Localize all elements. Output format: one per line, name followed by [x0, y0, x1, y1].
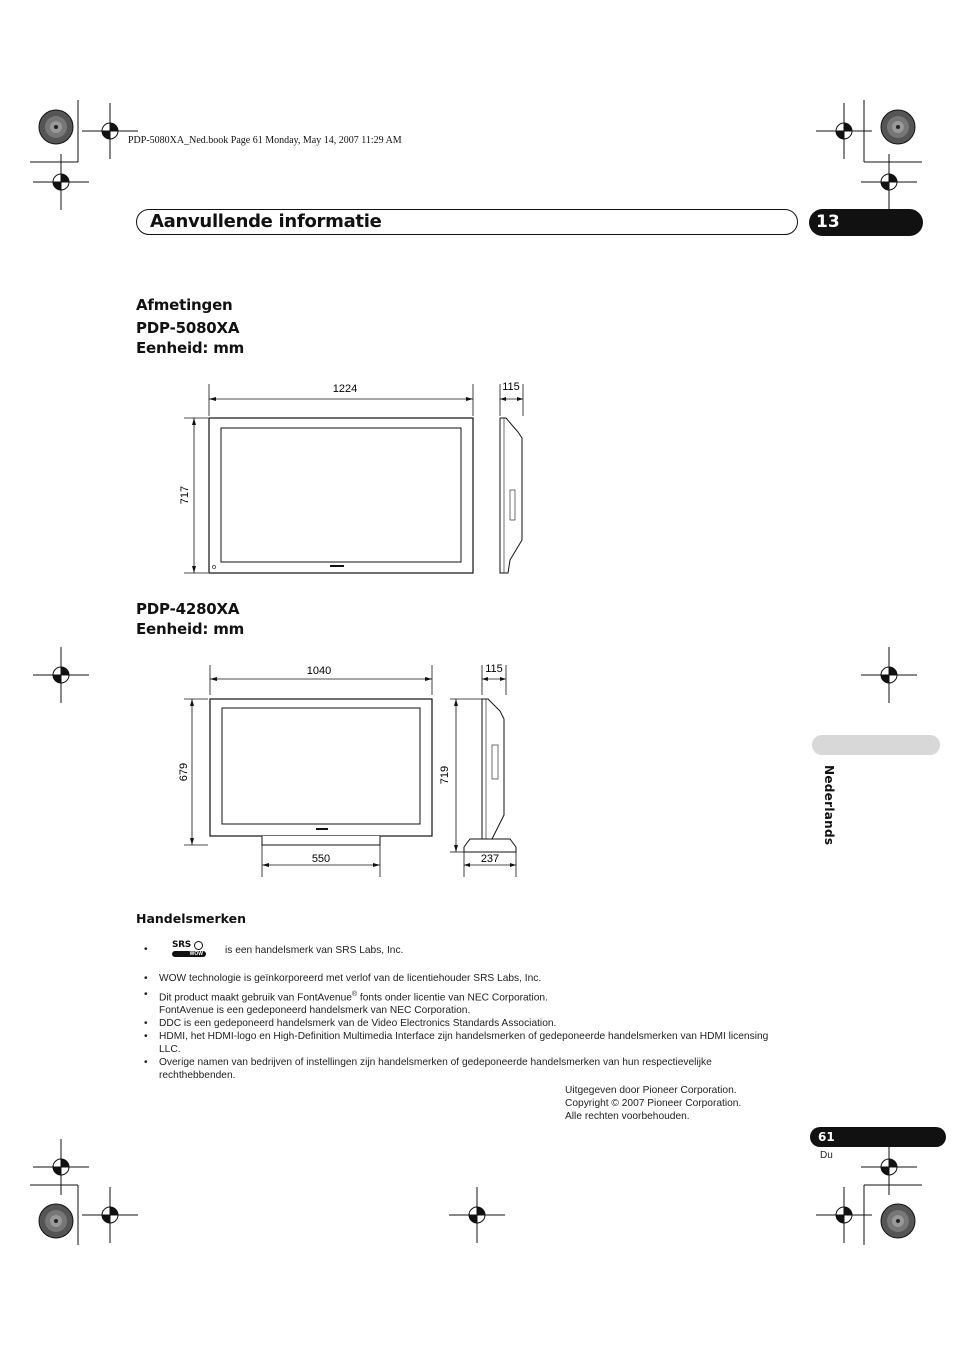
publisher-info: Uitgegeven door Pioneer Corporation. Copyright © 2007 Pioneer Corporation. Alle rechten voorbehouden. [565, 1085, 742, 1122]
model2-name: PDP-4280XA [136, 600, 240, 618]
list-item: • WOW technologie is geïnkorporeerd met verlof van de licentiehouder SRS Labs, Inc. [144, 972, 784, 985]
book-info: PDP-5080XA_Ned.book Page 61 Monday, May 14, 2007 11:29 AM [128, 135, 402, 146]
model1-depth-label: 115 [502, 381, 520, 393]
language-label: Nederlands [822, 765, 836, 846]
chapter-number-badge: 13 [809, 209, 923, 236]
page-number: 61 [810, 1127, 946, 1147]
model1-dimension-drawing [170, 370, 550, 590]
trademark-list [144, 972, 784, 1082]
model2-height-label: 679 [178, 762, 190, 782]
chapter-title: Aanvullende informatie [150, 211, 382, 232]
list-item: • Overige namen van bedrijven of instellingen zijn handelsmerken of gedeponeerde handelsmerken van hun respectievelijke rechthebbenden. [144, 1056, 784, 1082]
srs-bullet: • [144, 944, 148, 955]
model2-depth-label: 115 [485, 663, 503, 675]
model2-stand-width-label: 550 [311, 853, 331, 865]
registration-star-icon [39, 110, 73, 144]
trademarks-heading: Handelsmerken [136, 911, 246, 926]
section-heading: Afmetingen [136, 296, 233, 314]
model2-unit: Eenheid: mm [136, 620, 245, 638]
list-item: • HDMI, het HDMI-logo en High-Definition Multimedia Interface zijn handelsmerken of gedeponeerde handelsmerken van HDMI licensing LLC. [144, 1030, 784, 1056]
model2-dimension-drawing [170, 655, 530, 885]
model1-width-label: 1224 [332, 383, 358, 395]
language-tab [812, 735, 940, 755]
page-language-code: Du [820, 1150, 833, 1161]
model2-stand-depth-label: 237 [480, 853, 500, 865]
model1-name: PDP-5080XA [136, 319, 240, 337]
model2-total-height-label: 719 [439, 765, 451, 785]
model2-width-label: 1040 [306, 665, 332, 677]
list-item: • DDC is een gedeponeerd handelsmerk van de Video Electronics Standards Association. [144, 1017, 784, 1030]
model1-unit: Eenheid: mm [136, 339, 245, 357]
srs-wow-logo: SRS WOW [172, 941, 210, 961]
srs-trademark-text: is een handelsmerk van SRS Labs, Inc. [225, 945, 404, 956]
list-item: • Dit product maakt gebruik van FontAvenue® fonts onder licentie van NEC Corporation. FontAvenue is een gedeponeerd handelsmerk van NEC Corporation. [144, 988, 784, 1017]
model1-height-label: 717 [179, 485, 191, 505]
